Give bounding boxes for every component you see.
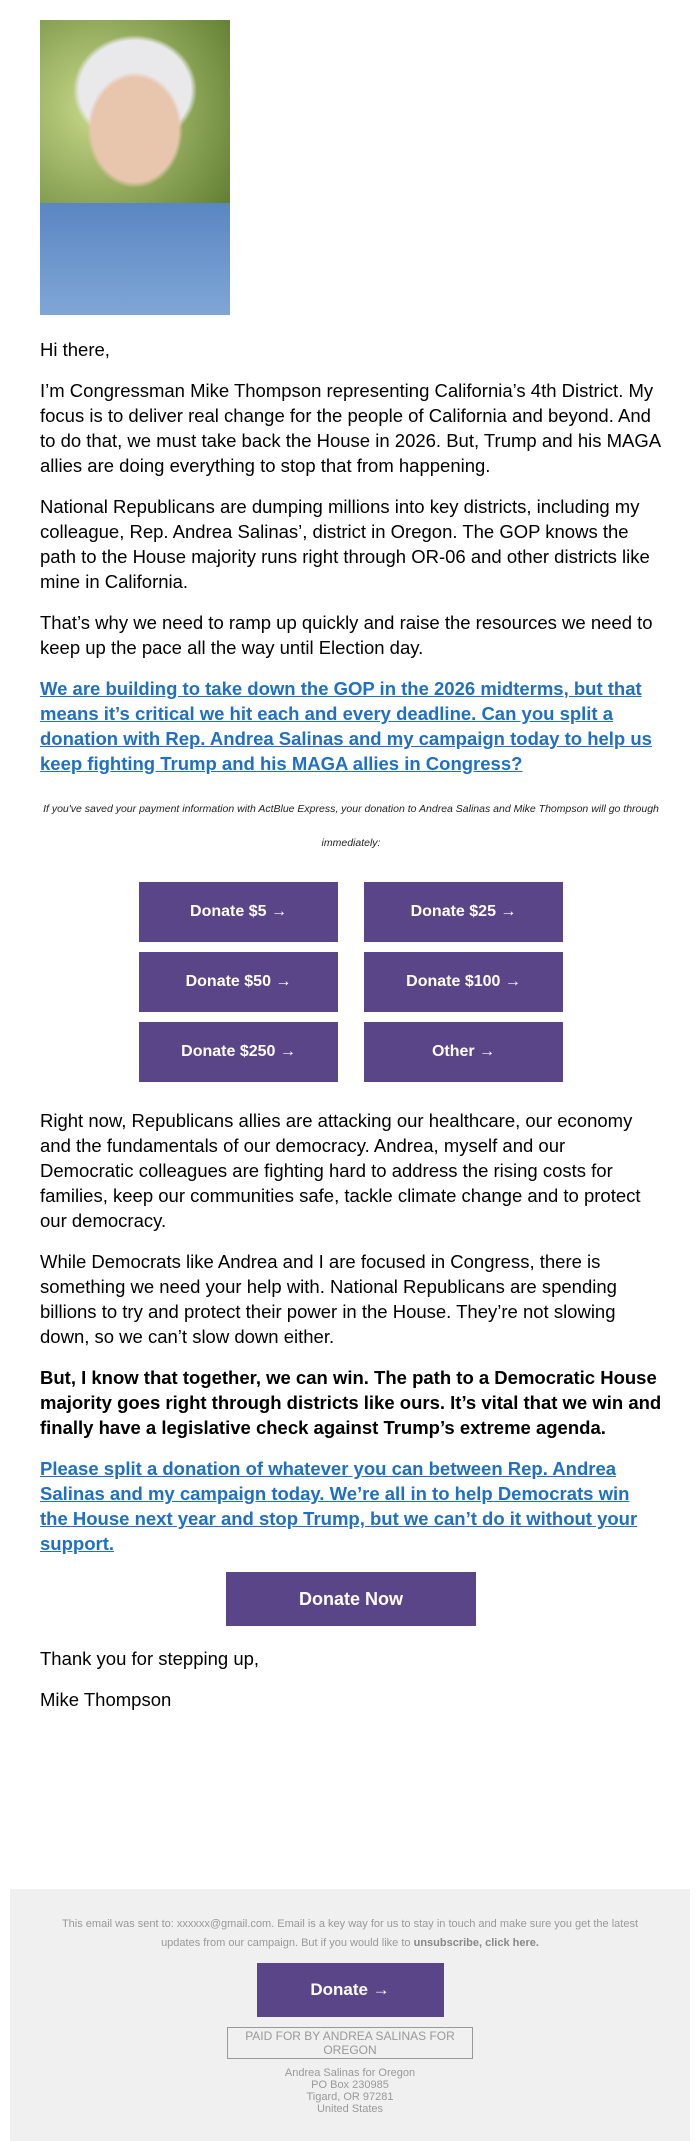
donate-25-button[interactable]: Donate $25 →: [364, 882, 563, 942]
footer: [10, 1889, 690, 2141]
mailing-address: [10, 2067, 690, 2115]
donate-5-button[interactable]: Donate $5 →: [139, 882, 338, 942]
paragraph: National Republicans are dumping millions into key districts, including my colleague, Rep. Andrea Salinas’, district in Oregon. The GOP knows the path to the House majority runs right through OR-06 and other districts like mine in California.: [40, 496, 650, 592]
donation-link-2[interactable]: Please split a donation of whatever you can between Rep. Andrea Salinas and my campaign today. We’re all in to help Democrats win the House next year and stop Trump, but we can’t do it without your support.: [40, 1458, 638, 1554]
donate-100-button[interactable]: Donate $100 →: [364, 952, 563, 1012]
footer-text: [50, 1915, 650, 1953]
donate-other-button[interactable]: Other →: [364, 1022, 563, 1082]
donate-50-button[interactable]: Donate $50 →: [139, 952, 338, 1012]
address-line: Andrea Salinas for Oregon: [284, 2067, 416, 2079]
paid-for-disclaimer: PAID FOR BY ANDREA SALINAS FOR OREGON: [227, 2027, 473, 2059]
unsubscribe-link[interactable]: unsubscribe, click here.: [413, 1937, 539, 1949]
paragraph: That’s why we need to ramp up quickly and raise the resources we need to keep up the pace all the way until Election day.: [40, 612, 653, 658]
bold-paragraph: But, I know that together, we can win. The path to a Democratic House majority goes right through districts like ours. It’s vital that we win and finally have a legislative check against Trump’s extreme agenda.: [40, 1367, 662, 1438]
closing: Thank you for stepping up,: [40, 1648, 260, 1669]
paragraph: Right now, Republicans allies are attacking our healthcare, our economy and the fundamentals of our democracy. Andrea, myself and our Democratic colleagues are fighting hard to address the rising costs for families, keep our communities safe, tackle climate change and to protect our democracy.: [40, 1110, 641, 1231]
donate-250-button[interactable]: Donate $250 →: [139, 1022, 338, 1082]
congressman-photo: [40, 20, 230, 315]
footer-donate-button[interactable]: Donate →: [257, 1963, 444, 2017]
email-body: [40, 20, 662, 1728]
donate-button-grid: [40, 882, 662, 1082]
actblue-express-note: If you've saved your payment information with ActBlue Express, your donation to Andrea Salinas and Mike Thompson will go through immediately:: [43, 803, 659, 849]
sent-to-text: This email was sent to: xxxxxx@gmail.com. Email is a key way for us to stay in touch and make sure you get the latest updates from our campaign. But if you would like to: [61, 1918, 639, 1949]
address-line: PO Box 230985: [311, 2079, 389, 2091]
address-line: Tigard, OR 97281: [306, 2091, 394, 2103]
donation-link[interactable]: We are building to take down the GOP in the 2026 midterms, but that means it’s critical we hit each and every deadline. Can you split a donation with Rep. Andrea Salinas and my campaign today to help us keep fighting Trump and his MAGA allies in Congress?: [40, 678, 652, 774]
signature: Mike Thompson: [40, 1689, 172, 1710]
address-line: United States: [316, 2103, 384, 2115]
donate-now-button[interactable]: Donate Now: [226, 1572, 476, 1626]
paragraph: While Democrats like Andrea and I are focused in Congress, there is something we need your help with. National Republicans are spending billions to try and protect their power in the House. They’re not slowing down, so we can’t slow down either.: [40, 1251, 617, 1347]
greeting: Hi there,: [40, 339, 110, 360]
paragraph: I’m Congressman Mike Thompson representing California’s 4th District. My focus is to deliver real change for the people of California and beyond. And to do that, we must take back the House in 2026. But, Trump and his MAGA allies are doing everything to stop that from happening.: [40, 380, 661, 476]
